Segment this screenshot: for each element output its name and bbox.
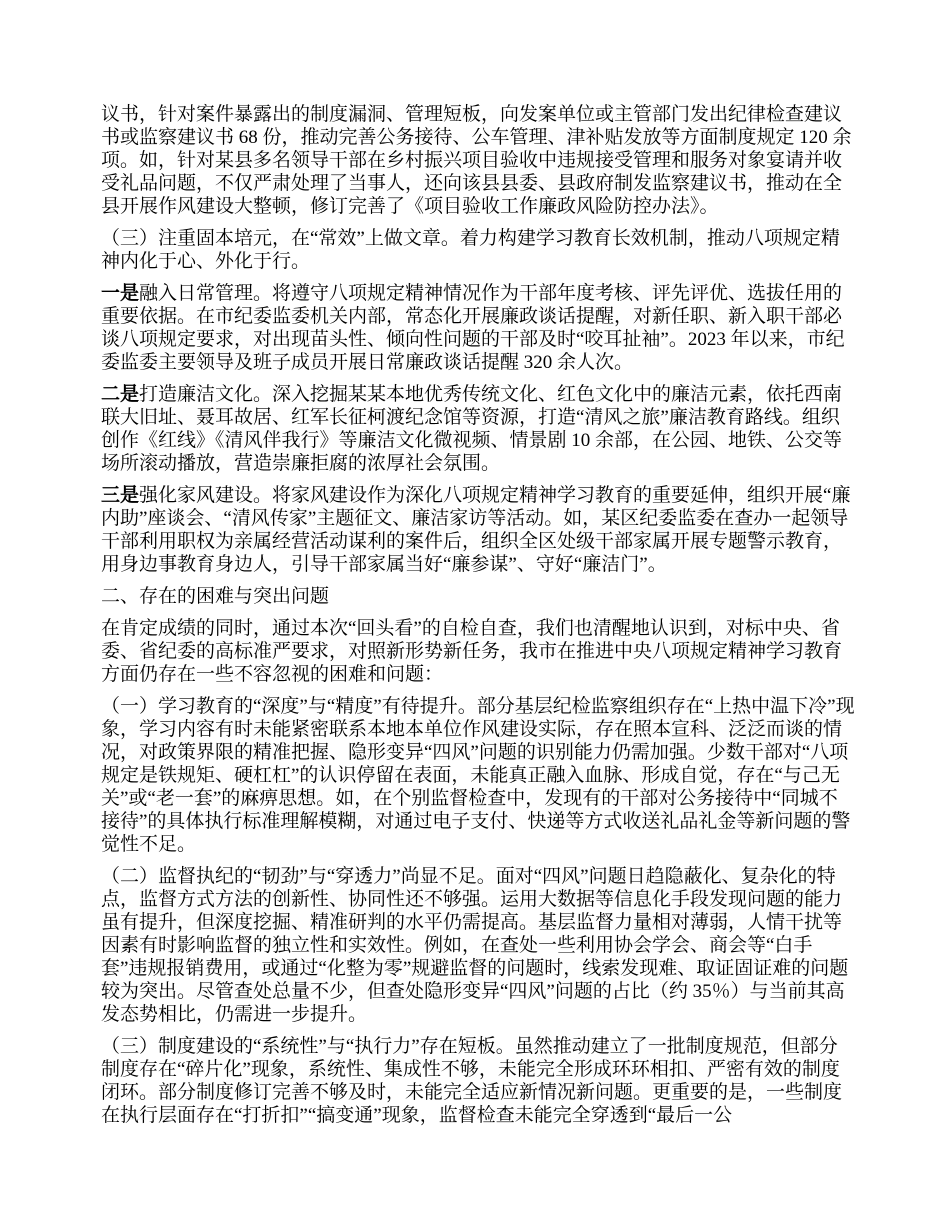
doc-paragraph-problem-3-truncated: （三）制度建设的“系统性”与“执行力”存在短板。虽然推动建立了一批制度规范，但部分制度存在“碎片化”现象，系统性、集成性不够，未能完全形成环环相扣、严密有效的制度闭环。部分制度修订完善不够及时，未能完全适应新情况新问题。更重要的是，一些制度在执行层面存在“打折扣”“搞变通”现象，监督检查未能完全穿透到“最后一公 [101, 1036, 843, 1126]
doc-paragraph-intro-problems: 在肯定成绩的同时，通过本次“回头看”的自检自查，我们也清醒地认识到，对标中央、省委、省纪委的高标准严要求，对照新形势新任务，我市在推进中央八项规定精神学习教育方面仍存在一些不容忽视的困难和问题： [101, 618, 843, 685]
doc-paragraph-problem-1: （一）学习教育的“深度”与“精度”有待提升。部分基层纪检监察组织存在“上热中温下冷”现象，学习内容有时未能紧密联系本地本单位作风建设实际，存在照本宣科、泛泛而谈的情况，对政策界限的精准把握、隐形变异“四风”问题的识别能力仍需加强。少数干部对“八项规定是铁规矩、硬杠杠”的认识停留在表面，未能真正融入血脉、形成自觉，存在“与己无关”或“老一套”的麻痹思想。如，在个别监督检查中，发现有的干部对公务接待中“同城不接待”的具体执行标准理解模糊，对通过电子支付、快递等方式收送礼品礼金等新问题的警觉性不足。 [101, 696, 855, 855]
doc-paragraph-item-3 [101, 484, 855, 576]
paragraph-text: 打造廉洁文化。深入挖掘某某本地优秀传统文化、红色文化中的廉洁元素，依托西南联大旧址、聂耳故居、红军长征柯渡纪念馆等资源，打造“清风之旅”廉洁教育路线。组织创作《红线》《清风伴我行》等廉洁文化微视频、情景剧 10 余部，在公园、地铁、公交等场所滚动播放，营造崇廉拒腐的浓厚社会氛围。 [101, 384, 843, 474]
document-body [101, 103, 855, 1127]
doc-section-heading-2: 二、存在的困难与突出问题 [101, 586, 330, 607]
bold-run-sanshi: 三是 [101, 485, 140, 506]
doc-paragraph-item-1 [101, 282, 855, 374]
doc-paragraph-item-2 [101, 383, 855, 475]
doc-paragraph-continuation: 议书，针对案件暴露出的制度漏洞、管理短板，向发案单位或主管部门发出纪律检查建议书或监察建议书 68 份，推动完善公务接待、公车管理、津补贴发放等方面制度规定 120 余项。如，针对某县多名领导干部在乡村振兴项目验收中违规接受管理和服务对象宴请并收受礼品问题，不仅严肃处理了当事人，还向该县县委、县政府制发监察建议书，推动在全县开展作风建设大整顿，修订完善了《项目验收工作廉政风险防控办法》。 [101, 104, 852, 217]
doc-paragraph-section-3-heading: （三）注重固本培元，在“常效”上做文章。着力构建学习教育长效机制，推动八项规定精神内化于心、外化于行。 [101, 228, 840, 272]
bold-run-yishi: 一是 [101, 283, 140, 304]
bold-run-ershi: 二是 [101, 384, 140, 405]
doc-paragraph-problem-2: （二）监督执纪的“韧劲”与“穿透力”尚显不足。面对“四风”问题日趋隐蔽化、复杂化的特点，监督方式方法的创新性、协同性还不够强。运用大数据等信息化手段发现问题的能力虽有提升，但深度挖掘、精准研判的水平仍需提高。基层监督力量相对薄弱，人情干扰等因素有时影响监督的独立性和实效性。例如，在查处一些利用协会学会、商会等“白手套”违规报销费用，或通过“化整为零”规避监督的问题时，线索发现难、取证固证难的问题较为突出。尽管查处总量不少，但查处隐形变异“四风”问题的占比（约 35％）与当前其高发态势相比，仍需进一步提升。 [101, 866, 849, 1025]
paragraph-text: 融入日常管理。将遵守八项规定精神情况作为干部年度考核、评先评优、选拔任用的重要依据。在市纪委监委机关内部，常态化开展廉政谈话提醒，对新任职、新入职干部必谈八项规定要求，对出现苗头性、倾向性问题的干部及时“咬耳扯袖”。2023 年以来，市纪委监委主要领导及班子成员开展日常廉政谈话提醒 320 余人次。 [101, 283, 845, 373]
paragraph-text: 强化家风建设。将家风建设作为深化八项规定精神学习教育的重要延伸，组织开展“廉内助”座谈会、“清风传家”主题征文、廉洁家访等活动。如，某区纪委监委在查办一起领导干部利用职权为亲属经营活动谋利的案件后，组织全区处级干部家属开展专题警示教育，用身边事教育身边人，引导干部家属当好“廉参谋”、守好“廉洁门”。 [101, 485, 851, 575]
